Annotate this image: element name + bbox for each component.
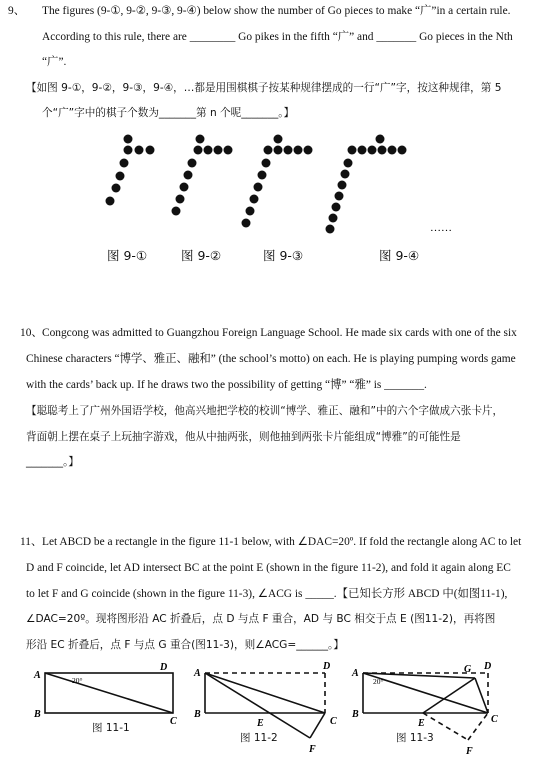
fig1-label-A: A xyxy=(34,670,41,681)
q9-zh-line1: 【如图 9-①，9-②，9-③，9-④，…都是用围棋棋子按某种规律摆成的一行“广”字，按这种规律，第 5 xyxy=(26,82,502,94)
fig1-label-D: D xyxy=(160,662,168,673)
fig3-angle: 20° xyxy=(373,677,384,686)
fig11-3-caption: 图 11-3 xyxy=(396,732,434,744)
q11-number: 11、 xyxy=(20,536,43,548)
fig2-label-B: B xyxy=(194,709,201,720)
fig3-label-B: B xyxy=(352,709,359,720)
q11-en-line1: Let ABCD be a rectangle in the figure 11-1 below, with ∠DAC=20º. If fold the rectangle along AC to let xyxy=(42,536,522,548)
q11-en-line3: to let F and G coincide (shown in the figure 11-3), ∠ACG is _____.【已知长方形 ABCD 中(如图11-1), xyxy=(26,588,508,600)
q9-en-line2: According to this rule, there are ________ Go pikes in the fifth “广” and _______ Go pieces in the Nth xyxy=(42,31,513,43)
fig1-label-B: B xyxy=(34,709,41,720)
fig2-label-E: E xyxy=(257,718,264,729)
q10-zh-line2: 背面朝上摆在桌子上玩抽字游戏，他从中抽两张，则他抽到两张卡片能组成“博雅”的可能性是 xyxy=(26,431,461,443)
fig11-1-caption: 图 11-1 xyxy=(92,722,130,734)
fig2-label-F: F xyxy=(309,744,316,755)
fig3-label-D: D xyxy=(484,661,492,672)
go-pieces-figure xyxy=(0,125,560,243)
fig3-label-G: G xyxy=(464,664,472,675)
q11-zh-line2: 形沿 EC 折叠后，点 F 与点 G 重合(图11-3)，则∠ACG=______。】 xyxy=(26,639,344,651)
q9-en-line1: The figures (9-①, 9-②, 9-③, 9-④) below show the number of Go pieces to make “广”in a certain rule. xyxy=(42,5,511,17)
q9-zh-line2: 个“广”字中的棋子个数为_______第 n 个呢_______。】 xyxy=(42,107,295,119)
q10-number: 10、 xyxy=(20,327,43,339)
fig9-4-caption: 图 9-④ xyxy=(379,248,420,263)
fig9-1-caption: 图 9-① xyxy=(107,248,148,263)
fig1-angle: 20° xyxy=(72,676,83,685)
fig2-label-C: C xyxy=(330,716,337,727)
q10-en-line1: Congcong was admitted to Guangzhou Foreign Language School. He made six cards with one of the six xyxy=(42,327,517,339)
fig3-label-A: A xyxy=(352,668,359,679)
fig9-3-caption: 图 9-③ xyxy=(263,248,304,263)
figure-11-1 xyxy=(30,658,190,758)
fig11-2-caption: 图 11-2 xyxy=(240,732,278,744)
fig3-label-F: F xyxy=(466,746,473,757)
fig3-label-E: E xyxy=(418,718,425,729)
q10-zh-line3: _______。】 xyxy=(26,456,79,468)
q11-zh-line1: ∠DAC=20º。现将图形沿 AC 折叠后，点 D 与点 F 重合，AD 与 BC 相交于点 E (图11-2)，再将图 xyxy=(26,613,496,625)
fig2-label-D: D xyxy=(323,661,331,672)
q10-en-line2: Chinese characters “博学、雅正、融和” (the school’s motto) on each. He is playing pumping words game xyxy=(26,353,516,365)
figure-11-3 xyxy=(348,658,518,763)
q9-ellipsis: …… xyxy=(430,222,452,234)
fig3-label-C: C xyxy=(491,714,498,725)
q9-en-line3: “广”. xyxy=(42,56,67,68)
q9-number: 9、 xyxy=(8,5,26,17)
fig2-label-A: A xyxy=(194,668,201,679)
q10-en-line3: with the cards’ back up. If he draws two the possibility of getting “博” “雅” is _______. xyxy=(26,379,427,391)
q11-en-line2: D and F coincide, let AD intersect BC at the point E (shown in the figure 11-2), and fold it again along EC xyxy=(26,562,511,574)
fig1-label-C: C xyxy=(170,716,177,727)
q10-zh-line1: 【聪聪考上了广州外国语学校，他高兴地把学校的校训“博学、雅正、融和”中的六个字做成六张卡片， xyxy=(26,405,504,417)
fig9-2-caption: 图 9-② xyxy=(181,248,222,263)
